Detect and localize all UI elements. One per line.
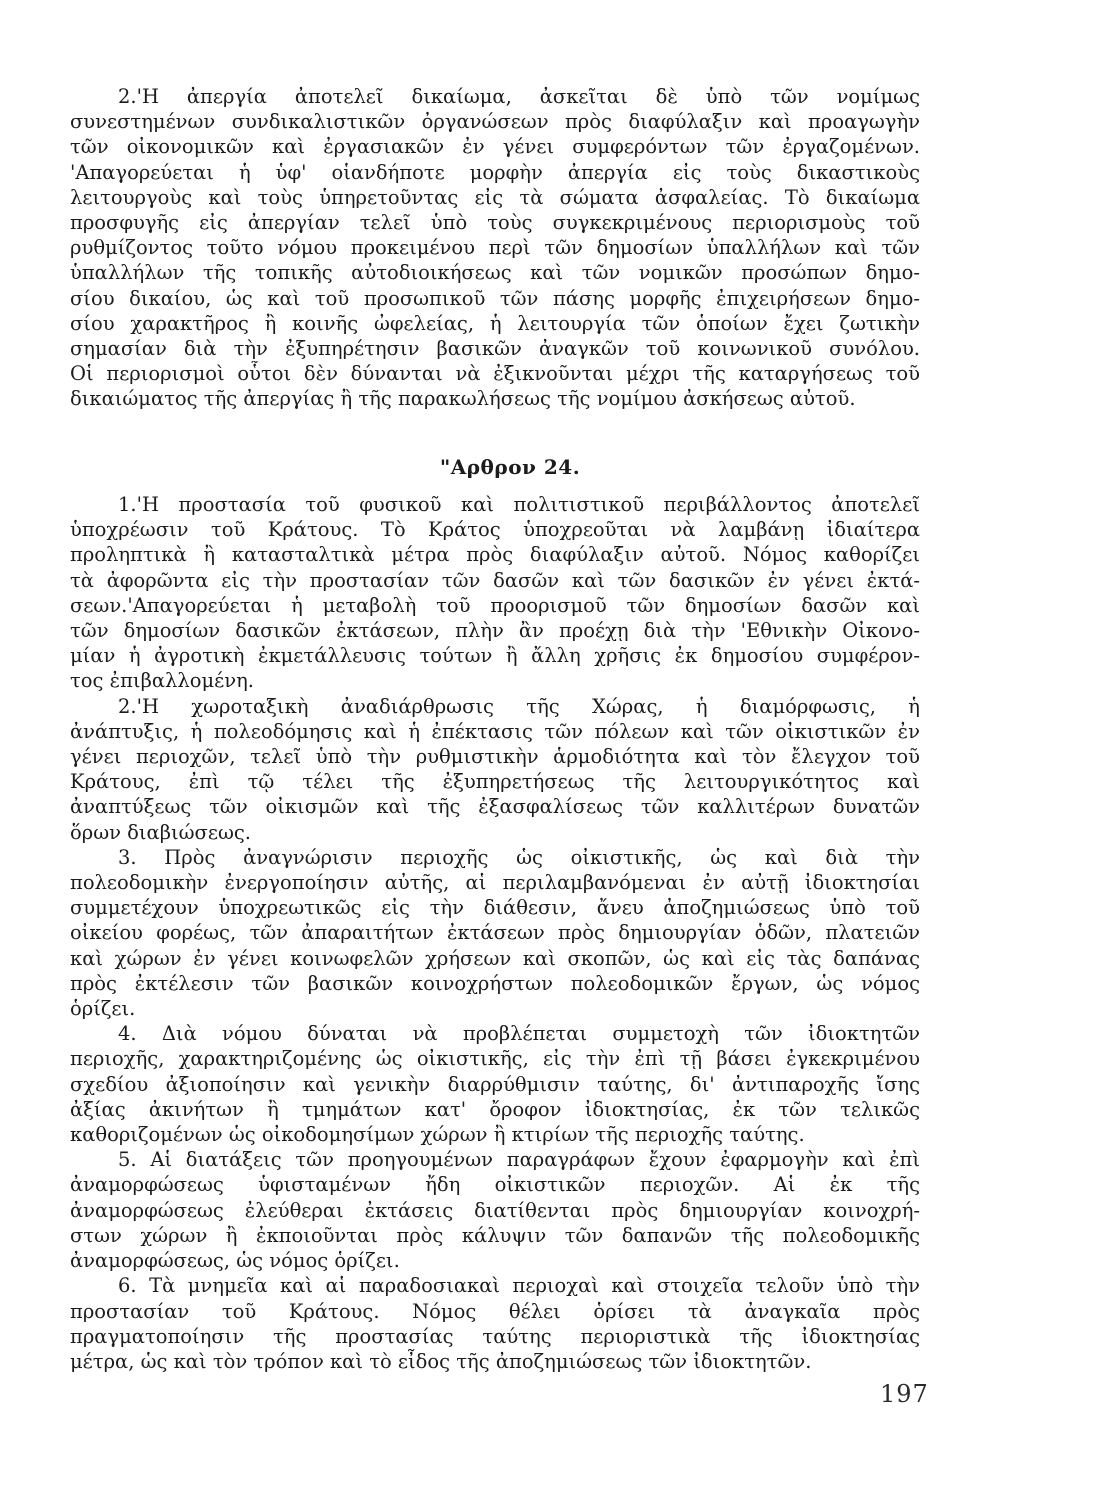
text-line: 2.'Η χωροταξικὴ ἀναδιάρθρωσις τῆς Χώρας, ἡ διαμόρφωσις, ἡ <box>118 694 920 718</box>
article-paragraph-4 <box>70 1021 920 1147</box>
text-line: ὑποχρέωσιν τοῦ Κράτους. Τὸ Κράτος ὑποχρεοῦται νὰ λαμβάνῃ ἰδιαίτερα <box>70 518 920 542</box>
text-line: δικαιώματος τῆς ἀπεργίας ἢ τῆς παρακωλήσεως τῆς νομίμου ἀσκήσεως αὐτοῦ. <box>70 387 856 411</box>
text-line: πολεοδομικὴν ἐνεργοποίησιν αὐτῆς, αἱ περιλαμβανόμεναι ἐν αὐτῇ ἰδιοκτησίαι <box>70 871 920 895</box>
text-line: περιοχῆς, χαρακτηριζομένης ὡς οἰκιστικῆς, εἰς τὴν ἐπὶ τῇ βάσει ἐγκεκριμένου <box>70 1047 920 1071</box>
text-line: ἀναμορφώσεως ὑφισταμένων ἤδη οἰκιστικῶν περιοχῶν. Αἱ ἐκ τῆς <box>70 1173 920 1197</box>
text-line: 'Απαγορεύεται ἡ ὑφ' οἱανδήποτε μορφὴν ἀπεργία εἰς τοὺς δικαστικοὺς <box>70 160 920 184</box>
text-line: σεων.'Απαγορεύεται ἡ μεταβολὴ τοῦ προορισμοῦ τῶν δημοσίων δασῶν καὶ <box>70 593 920 617</box>
text-line: λειτουργοὺς καὶ τοὺς ὑπηρετοῦντας εἰς τὰ σώματα ἀσφαλείας. Τὸ δικαίωμα <box>70 185 920 209</box>
article-23-paragraph-2 <box>70 84 920 412</box>
text-line: ὅρων διαβιώσεως. <box>70 820 251 844</box>
text-line: στων χώρων ἢ ἐκποιοῦνται πρὸς κάλυψιν τῶν δαπανῶν τῆς πολεοδομικῆς <box>70 1223 920 1247</box>
text-line: ρυθμίζοντος τοῦτο νόμου προκειμένου περὶ τῶν δημοσίων ὑπαλλήλων καὶ τῶν <box>70 236 920 260</box>
text-line: προληπτικὰ ἢ κατασταλτικὰ μέτρα πρὸς διαφύλαξιν αὐτοῦ. Νόμος καθορίζει <box>70 543 920 567</box>
article-paragraph-1 <box>70 492 920 694</box>
text-line: συνεστημένων συνδικαλιστικῶν ὀργανώσεων πρὸς διαφύλαξιν καὶ προαγωγὴν <box>70 110 920 134</box>
text-line: καὶ χώρων ἐν γένει κοινωφελῶν χρήσεων καὶ σκοπῶν, ὡς καὶ εἰς τὰς δαπάνας <box>70 946 920 970</box>
text-line: τῶν οἰκονομικῶν καὶ ἐργασιακῶν ἐν γένει συμφερόντων τῶν ἐργαζομένων. <box>70 135 920 159</box>
text-line: καθοριζομένων ὡς οἰκοδομησίμων χώρων ἢ κτιρίων τῆς περιοχῆς ταύτης. <box>70 1123 805 1147</box>
page-number: 197 <box>880 1380 929 1408</box>
article-heading: "Αρθρον 24. <box>439 455 581 479</box>
text-line: προσφυγῆς εἰς ἀπεργίαν τελεῖ ὑπὸ τοὺς συγκεκριμένους περιορισμοὺς τοῦ <box>70 211 920 235</box>
text-line: Κράτους, ἐπὶ τῷ τέλει τῆς ἐξυπηρετήσεως τῆς λειτουργικότητος καὶ <box>70 770 920 794</box>
text-line: μέτρα, ὡς καὶ τὸν τρόπον καὶ τὸ εἶδος τῆς ἀποζημιώσεως τῶν ἰδιοκτητῶν. <box>70 1349 812 1373</box>
text-line: πρὸς ἐκτέλεσιν τῶν βασικῶν κοινοχρήστων πολεοδομικῶν ἔργων, ὡς νόμος <box>70 971 920 995</box>
text-line: 3. Πρὸς ἀναγνώρισιν περιοχῆς ὡς οἰκιστικῆς, ὡς καὶ διὰ τὴν <box>118 845 920 869</box>
text-line: 6. Τὰ μνημεῖα καὶ αἱ παραδοσιακαὶ περιοχαὶ καὶ στοιχεῖα τελοῦν ὑπὸ τὴν <box>118 1274 920 1298</box>
text-line: ὁρίζει. <box>70 997 136 1021</box>
text-line: ἀξίας ἀκινήτων ἢ τμημάτων κατ' ὄροφον ἰδιοκτησίας, ἐκ τῶν τελικῶς <box>70 1097 920 1121</box>
text-line: μίαν ἡ ἀγροτικὴ ἐκμετάλλευσις τούτων ἢ ἄλλη χρῆσις ἐκ δημοσίου συμφέρον- <box>70 644 920 668</box>
text-line: προστασίαν τοῦ Κράτους. Νόμος θέλει ὁρίσει τὰ ἀναγκαῖα πρὸς <box>70 1299 920 1323</box>
text-line: τὰ ἀφορῶντα εἰς τὴν προστασίαν τῶν δασῶν καὶ τῶν δασικῶν ἐν γένει ἐκτά- <box>70 568 920 592</box>
text-line: οἰκείου φορέως, τῶν ἀπαραιτήτων ἐκτάσεων πρὸς δημιουργίαν ὁδῶν, πλατειῶν <box>70 921 920 945</box>
text-line: σημασίαν διὰ τὴν ἐξυπηρέτησιν βασικῶν ἀναγκῶν τοῦ κοινωνικοῦ συνόλου. <box>70 337 920 361</box>
article-paragraph-6 <box>70 1273 920 1374</box>
text-line: ἀναμορφώσεως ἐλεύθεραι ἐκτάσεις διατίθενται πρὸς δημιουργίαν κοινοχρή- <box>70 1198 920 1222</box>
text-line: πραγματοποίησιν τῆς προστασίας ταύτης περιοριστικὰ τῆς ἰδιοκτησίας <box>70 1324 920 1348</box>
text-line: Οἱ περιορισμοὶ οὗτοι δὲν δύνανται νὰ ἐξικνοῦνται μέχρι τῆς καταργήσεως τοῦ <box>70 362 920 386</box>
article-paragraph-2 <box>70 694 920 845</box>
text-line: ἀναμορφώσεως, ὡς νόμος ὁρίζει. <box>70 1249 400 1273</box>
text-line: ὑπαλλήλων τῆς τοπικῆς αὐτοδιοικήσεως καὶ τῶν νομικῶν προσώπων δημο- <box>70 261 920 285</box>
text-line: σχεδίου ἀξιοποίησιν καὶ γενικὴν διαρρύθμισιν ταύτης, δι' ἀντιπαροχῆς ἴσης <box>70 1072 920 1096</box>
text-line: γένει περιοχῶν, τελεῖ ὑπὸ τὴν ρυθμιστικὴν ἁρμοδιότητα καὶ τὸν ἔλεγχον τοῦ <box>70 745 920 769</box>
text-line: τῶν δημοσίων δασικῶν ἐκτάσεων, πλὴν ἂν προέχῃ διὰ τὴν 'Εθνικὴν Οἰκονο- <box>70 619 920 643</box>
article-paragraph-5 <box>70 1147 920 1273</box>
article-paragraph-3 <box>70 845 920 1021</box>
text-line: σίου χαρακτῆρος ἢ κοινῆς ὠφελείας, ἡ λειτουργία τῶν ὁποίων ἔχει ζωτικὴν <box>70 311 920 335</box>
text-line: 1.'Η προστασία τοῦ φυσικοῦ καὶ πολιτιστικοῦ περιβάλλοντος ἀποτελεῖ <box>118 493 920 516</box>
text-line: ἀναπτύξεως τῶν οἰκισμῶν καὶ τῆς ἐξασφαλίσεως τῶν καλλιτέρων δυνατῶν <box>70 795 920 819</box>
article-24-body <box>70 492 920 1374</box>
text-line: ἀνάπτυξις, ἡ πολεοδόμησις καὶ ἡ ἐπέκτασις τῶν πόλεων καὶ τῶν οἰκιστικῶν ἐν <box>70 719 920 743</box>
text-line: συμμετέχουν ὑποχρεωτικῶς εἰς τὴν διάθεσιν, ἄνευ ἀποζημιώσεως ὑπὸ τοῦ <box>70 896 920 920</box>
text-line: τος ἐπιβαλλομένη. <box>70 669 254 693</box>
paragraph-2-text <box>70 84 920 412</box>
text-line: 2.'Η ἀπεργία ἀποτελεῖ δικαίωμα, ἀσκεῖται δὲ ὑπὸ τῶν νομίμως <box>118 85 920 108</box>
text-line: 4. Διὰ νόμου δύναται νὰ προβλέπεται συμμετοχὴ τῶν ἰδιοκτητῶν <box>118 1022 920 1046</box>
text-line: 5. Αἱ διατάξεις τῶν προηγουμένων παραγράφων ἔχουν ἐφαρμογὴν καὶ ἐπὶ <box>118 1148 920 1172</box>
text-line: σίου δικαίου, ὡς καὶ τοῦ προσωπικοῦ τῶν πάσης μορφῆς ἐπιχειρήσεων δημο- <box>70 286 920 310</box>
